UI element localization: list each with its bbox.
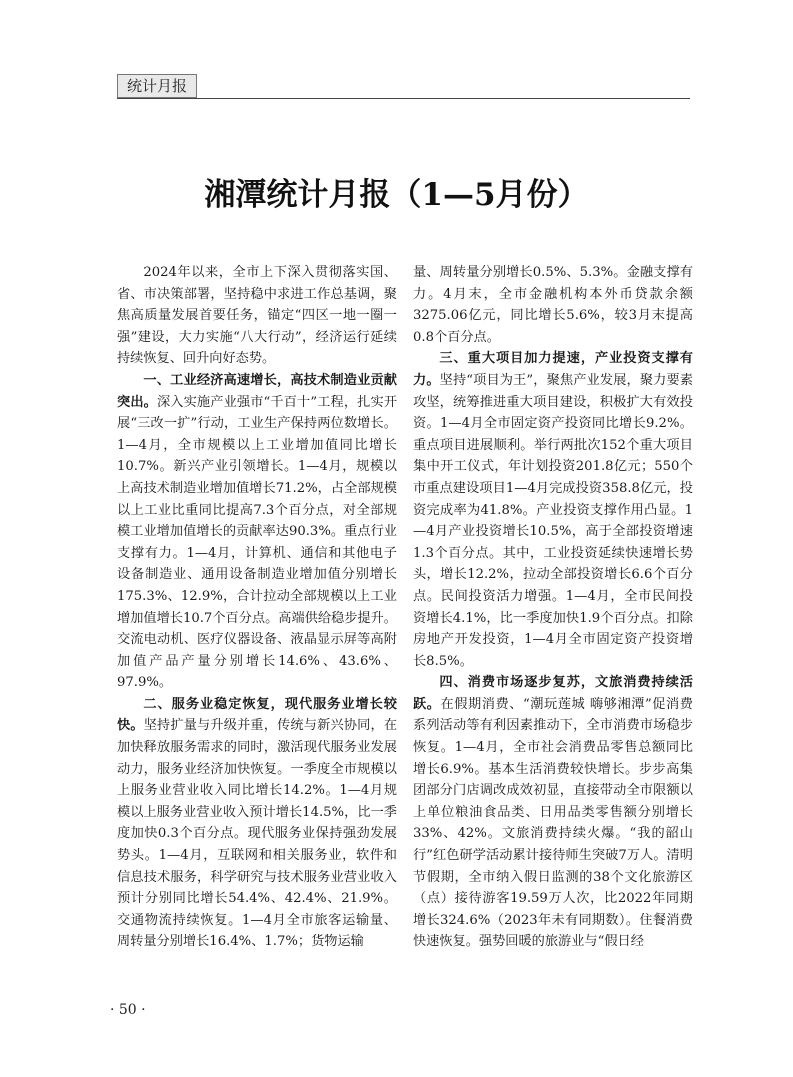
section-2-body: 坚持扩量与升级并重，传统与新兴协同，在加快释放服务需求的同时，激活现代服务业发展动力，服务业经济加快恢复。一季度全市规模以上服务业营业收入同比增长14.2%。1—4月规模以上服务业营业收入预计增长14.5%，比一季度加快0.3个百分点。现代服务业保持强劲发展势头。1—4月，互联网和相关服务业，软件和信息技术服务，科学研究与技术服务业营业收入预计分别同比增长54.4%、42.4%、21.9%。交通物流持续恢复。1—4月全市旅客运输量、周转量分别增长16.4%、1.7%；货物运输 [117, 718, 398, 950]
section-3-heading: 三、重大项目加力提速，产业投资支撑有力。 [413, 351, 693, 388]
section-4-heading: 四、消费市场逐步复苏，文旅消费持续活跃。 [413, 675, 693, 712]
page-title: 湘潭统计月报（1—5月份） [204, 177, 589, 213]
section-3-paragraph [413, 348, 693, 672]
section-tag: 统计月报 [117, 74, 197, 98]
intro-paragraph: 2024年以来，全市上下深入贯彻落实国、省、市决策部署，坚持稳中求进工作总基调，聚焦高质量发展首要任务，锚定“四区一地一圈一强”建设，大力实施“八大行动”，经济运行延续持续恢复、回升向好态势。 [117, 265, 397, 367]
section-4-paragraph [413, 672, 693, 953]
right-column [413, 262, 693, 953]
section-3-body: 坚持“项目为王”，聚焦产业发展，聚力要素攻坚，统筹推进重大项目建设，积极扩大有效投资。1—4月全市固定资产投资同比增长9.2%。重点项目进展顺利。举行两批次152个重大项目集中开工仪式，年计划投资201.8亿元；550个市重点建设项目1—4月完成投资358.8亿元，投资完成率为41.8%。产业投资支撑作用凸显。1—4月产业投资增长10.5%，高于全部投资增速1.3个百分点。其中，工业投资延续快速增长势头，增长12.2%，拉动全部投资增长6.6个百分点。民间投资活力增强。1—4月，全市民间投资增长4.1%，比一季度加快1.9个百分点。扣除房地产开发投资，1—4月全市固定资产投资增长8.5%。 [413, 372, 693, 669]
section-2-continuation: 量、周转量分别增长0.5%、5.3%。金融支撑有力。4月末，全市金融机构本外币贷款余额3275.06亿元，同比增长5.6%，较3月末提高0.8个百分点。 [413, 265, 693, 345]
section-1-heading: 一、工业经济高速增长，高技术制造业贡献突出。 [117, 372, 397, 410]
section-1-body: 深入实施产业强市“千百十”工程，扎实开展“三改一扩”行动，工业生产保持两位数增长。1—4月，全市规模以上工业增加值同比增长10.7%。新兴产业引领增长。1—4月，规模以上高技术制造业增加值增长71.2%，占全部规模以上工业比重同比提高7.3个百分点，对全部规模工业增加值增长的贡献率达90.3%。重点行业支撑有力。1—4月，计算机、通信和其他电子设备制造业、通用设备制造业增加值分别增长175.3%、12.9%，合计拉动全部规模以上工业增加值增长10.7个百分点。高端供给稳步提升。交流电动机、医疗仪器设备、液晶显示屏等高附加值产品产量分别增长14.6%、43.6%、97.9%。 [117, 394, 398, 691]
section-1-paragraph [117, 370, 397, 694]
section-2-paragraph [117, 694, 397, 953]
header-divider [117, 98, 690, 99]
page-number: · 50 · [110, 1002, 146, 1018]
section-2-heading: 二、服务业稳定恢复，现代服务业增长较快。 [117, 696, 397, 734]
left-column [117, 262, 397, 953]
section-4-body: 在假期消费、“潮玩莲城 嗨够湘潭”促消费系列活动等有利因素推动下，全市消费市场稳步恢复。1—4月，全市社会消费品零售总额同比增长6.9%。基本生活消费较快增长。步步高集团部分门店调改成效初显，直接带动全市限额以上单位粮油食品类、日用品类零售额分别增长33%、42%。文旅消费持续火爆。“我的韶山行”红色研学活动累计接待师生突破7万人。清明节假期，全市纳入假日监测的38个文化旅游区（点）接待游客19.59万人次，比2022年同期增长324.6%（2023年未有同期数）。住餐消费快速恢复。强势回暖的旅游业与“假日经 [413, 696, 693, 950]
